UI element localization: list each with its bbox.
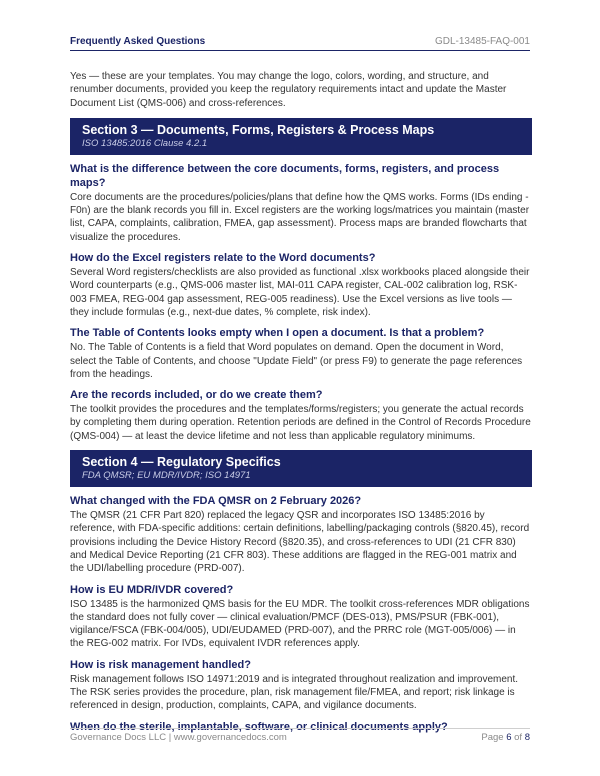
faq-question: When do the sterile, implantable, software, or clinical documents apply? [70, 720, 448, 733]
section-3-banner [70, 118, 532, 155]
faq-answer: Risk management follows ISO 14971:2019 and is integrated throughout realization and improvement. The RSK series provides the procedure, plan, risk management file/FMEA, and report; risk linkage is referenced in design, production, complaints, CAPA, and vigilance documents. [70, 673, 519, 712]
faq-item [70, 251, 532, 319]
page-number [481, 732, 530, 744]
page-current: 6 [506, 732, 512, 743]
section-4-banner [70, 450, 532, 487]
faq-question: What changed with the FDA QMSR on 2 February 2026? [70, 495, 362, 508]
faq-item [70, 658, 532, 713]
faq-question: The Table of Contents looks empty when I open a document. Is that a problem? [70, 327, 485, 340]
faq-question: How do the Excel registers relate to the Word documents? [70, 252, 376, 265]
faq-item [70, 388, 532, 443]
faq-answer: Core documents are the procedures/policies/plans that define how the QMS works. Forms (IDs ending -F0n) are the blank records you fill in. Excel registers are the working logs/matrices you maintain (master list, CAPA, complaints, calibration, FMEA, gap assessment). Process maps are branded flowcharts that visualize the procedures. [70, 191, 530, 243]
faq-item [70, 494, 532, 575]
page-of: of [514, 732, 523, 743]
section-subtitle: FDA QMSR; EU MDR/IVDR; ISO 14971 [82, 470, 251, 482]
header-title: Frequently Asked Questions [70, 36, 206, 47]
faq-question: Are the records included, or do we create them? [70, 389, 323, 402]
page-label: Page [481, 732, 504, 743]
faq-answer: The QMSR (21 CFR Part 820) replaced the legacy QSR and incorporates ISO 13485:2016 by reference, with FDA-specific additions: certain definitions, labelling/packaging controls (§820.45), record provisions including the Device History Record (§820.35), and cross-references to UDI (21 CFR 830) and Medical Device Reporting (21 CFR 803). These additions are flagged in the REG-001 matrix and the UDI/labelling procedure (PRD-007). [70, 510, 530, 575]
page-footer [70, 728, 530, 744]
faq-answer: No. The Table of Contents is a field that Word populates on demand. Open the document in Word, select the Table of Contents, and choose "Update Field" (or press F9) to generate the page references from the headings. [70, 342, 523, 380]
faq-answer: Several Word registers/checklists are also provided as functional .xlsx workbooks placed alongside their Word counterparts (e.g., QMS-006 master list, MAI-011 CAPA register, CAL-002 calibration log, RSK-003 FMEA, REG-004 gap assessment, REG-005 readiness). Use the Excel versions as live tools — they include formulas (e.g., next-due dates, % complete, risk index). [70, 267, 530, 318]
page-total: 8 [524, 732, 530, 743]
faq-answer: ISO 13485 is the harmonized QMS basis for the EU MDR. The toolkit cross-references MDR obligations the standard does not fully cover — clinical evaluation/PMCF (DES-013), PMS/PSUR (FBK-001), vigilance/FSCA (FBK-004/005), UDI/EUDAMED (PRD-007), and the PRRC role (MGT-005/006) — in the REG-002 matrix. For IVDs, equivalent IVDR references apply. [70, 598, 530, 650]
faq-item [70, 162, 532, 244]
faq-question: How is EU MDR/IVDR covered? [70, 583, 234, 596]
faq-question: What is the difference between the core documents, forms, registers, and process maps? [70, 162, 500, 189]
document-code: GDL-13485-FAQ-001 [434, 36, 530, 47]
page-header [70, 32, 530, 51]
faq-answer: The toolkit provides the procedures and the templates/forms/registers; you generate the actual records by completing them during operation. Retention periods are defined in the Control of Records Procedure (QMS-004) — at least the device lifetime and not less than applicable regulatory minimums. [70, 404, 531, 442]
intro-paragraph: Yes — these are your templates. You may change the logo, colors, wording, and structure, and renumber documents, provided you keep the regulatory requirements intact and update the Master Document List (QMS-006) and cross-references. [70, 71, 507, 109]
section-subtitle: ISO 13485:2016 Clause 4.2.1 [82, 137, 208, 149]
section-title: Section 3 — Documents, Forms, Registers & Process Maps [82, 122, 435, 137]
faq-item [70, 326, 532, 381]
footer-company: Governance Docs LLC | www.governancedocs.com [70, 732, 287, 743]
section-title: Section 4 — Regulatory Specifics [82, 455, 281, 470]
faq-question: How is risk management handled? [70, 658, 251, 671]
faq-item [70, 583, 532, 651]
page-content [70, 70, 532, 741]
